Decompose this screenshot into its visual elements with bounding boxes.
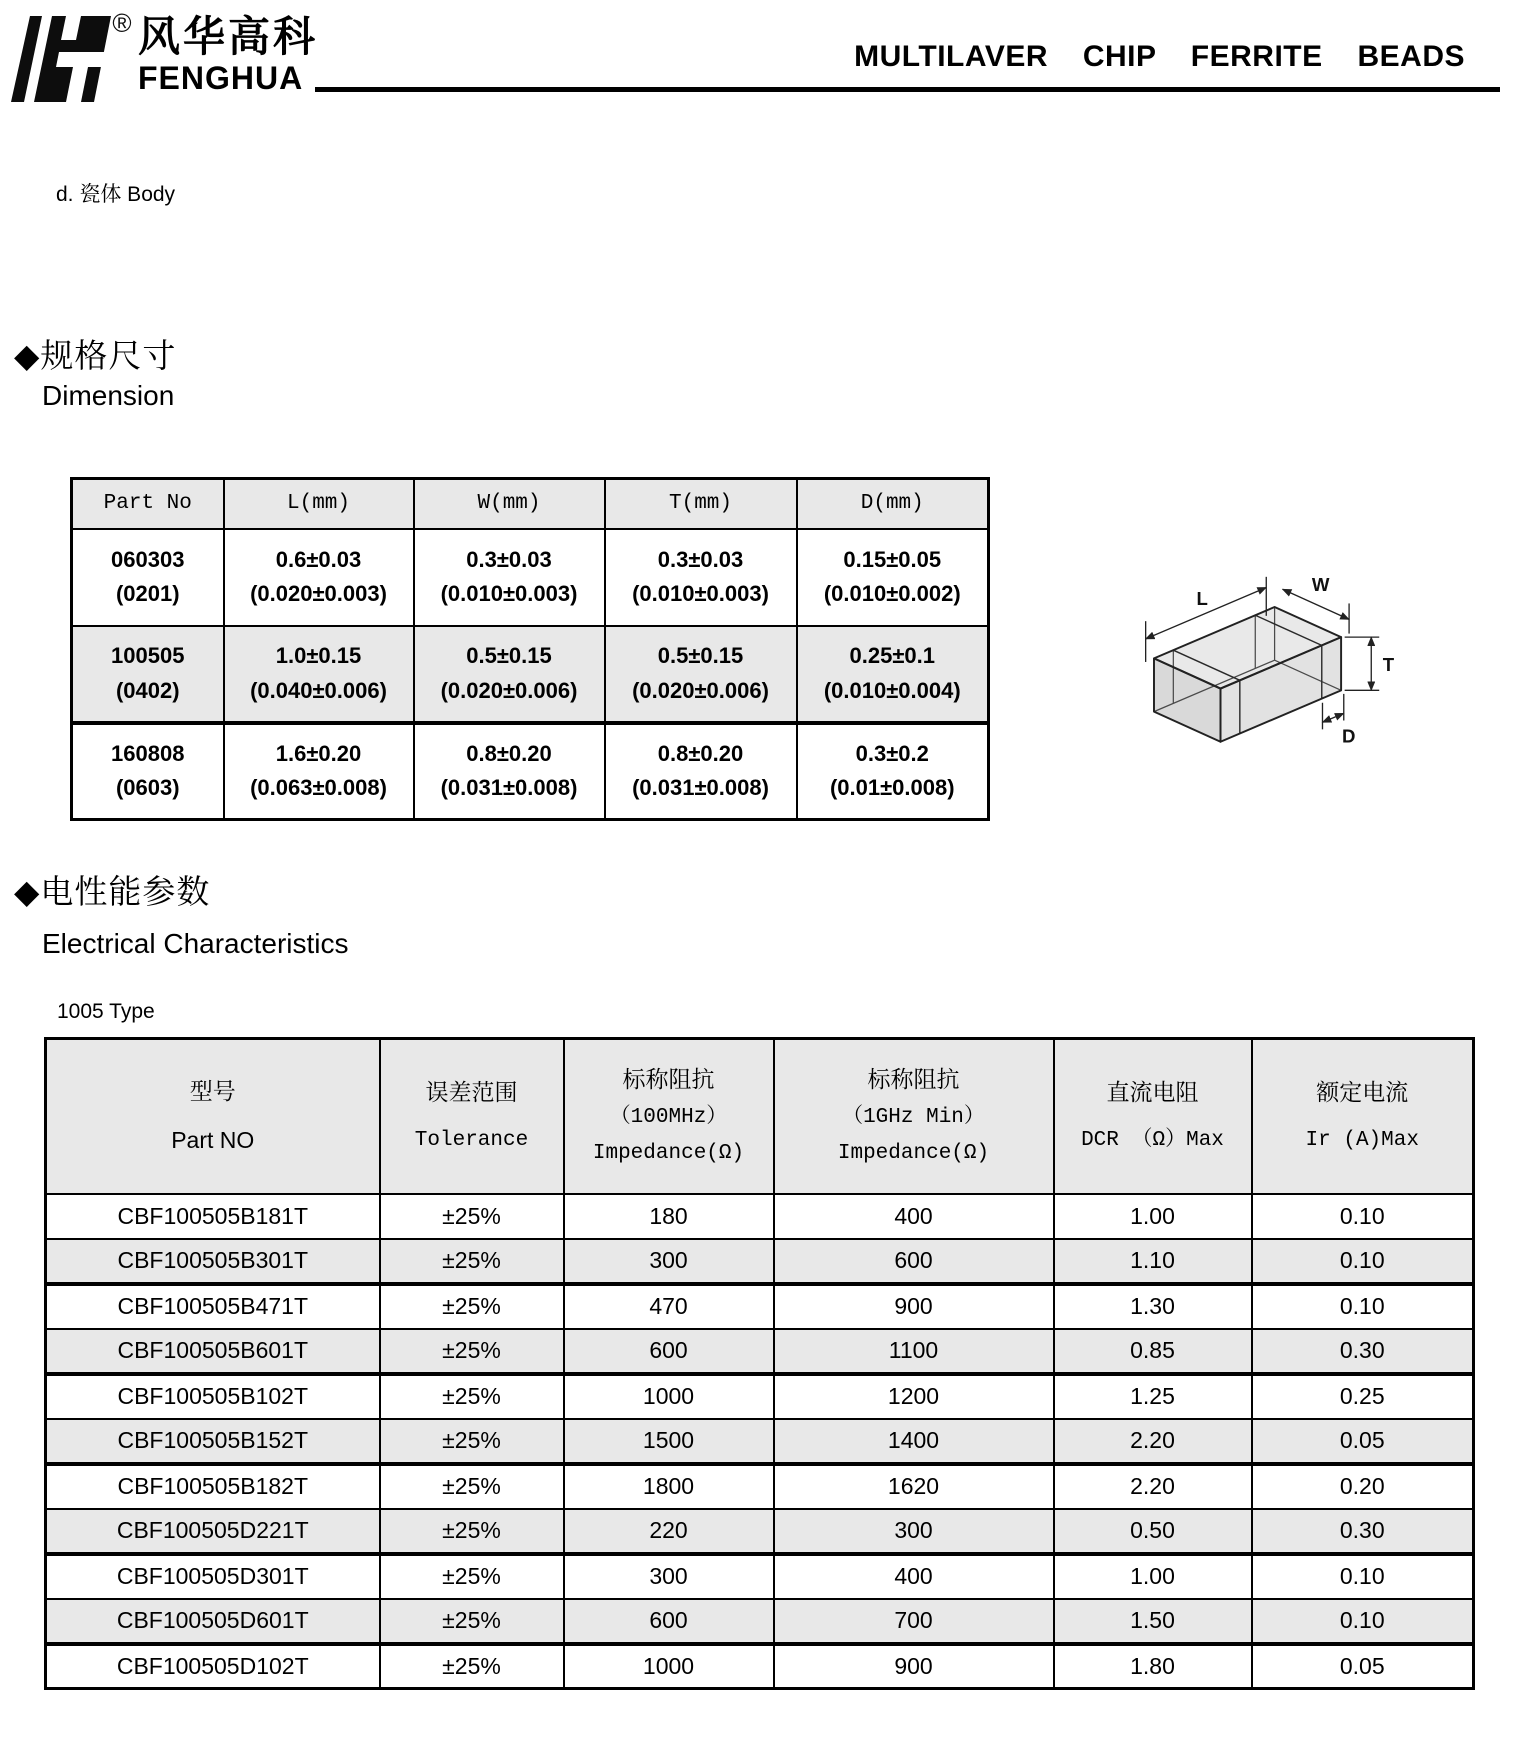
table-cell: CBF100505B601T [46, 1329, 380, 1374]
table-cell: 1.00 [1054, 1554, 1252, 1599]
table-row [46, 1329, 1474, 1374]
table-cell: 0.05 [1252, 1644, 1474, 1689]
table-cell: 600 [564, 1329, 774, 1374]
table-row [46, 1374, 1474, 1419]
page-title: MULTILAVER CHIP FERRITE BEADS [854, 40, 1465, 73]
table-cell: ±25% [380, 1599, 564, 1644]
dimension-heading-cn: ◆规格尺寸 [14, 337, 177, 374]
table-row [46, 1194, 1474, 1239]
table-row [46, 1464, 1474, 1509]
table-cell: 1000 [564, 1644, 774, 1689]
table-cell: 0.30 [1252, 1509, 1474, 1554]
dimension-table [70, 477, 990, 821]
table-cell: 1000 [564, 1374, 774, 1419]
table-cell: 1200 [774, 1374, 1054, 1419]
table-cell: 1.10 [1054, 1239, 1252, 1284]
table-cell: 160808 (0603) [72, 723, 224, 820]
column-header: D(mm) [797, 479, 989, 529]
table-cell: CBF100505B102T [46, 1374, 380, 1419]
table-cell: 1100 [774, 1329, 1054, 1374]
table-cell: 1.25 [1054, 1374, 1252, 1419]
registered-mark: ® [112, 10, 132, 38]
dimension-heading-en: Dimension [42, 380, 175, 411]
table-cell: CBF100505B152T [46, 1419, 380, 1464]
table-row [46, 1554, 1474, 1599]
column-header: T(mm) [605, 479, 797, 529]
table-cell: 1.6±0.20 (0.063±0.008) [224, 723, 414, 820]
body-note: d. 瓷体 Body [56, 183, 176, 206]
table-cell: 100505 (0402) [72, 626, 224, 723]
table-cell: 400 [774, 1554, 1054, 1599]
table-cell: 1.80 [1054, 1644, 1252, 1689]
table-cell: CBF100505B181T [46, 1194, 380, 1239]
table-cell: ±25% [380, 1374, 564, 1419]
chip-dimension-diagram [1125, 552, 1410, 787]
table-cell: 600 [774, 1239, 1054, 1284]
table-cell: 0.3±0.03 (0.010±0.003) [605, 529, 797, 626]
table-cell: CBF100505B471T [46, 1284, 380, 1329]
brand-name-en: FENGHUA [138, 60, 304, 96]
table-cell: 0.05 [1252, 1419, 1474, 1464]
table-cell: 0.5±0.15 (0.020±0.006) [414, 626, 605, 723]
table-cell: 700 [774, 1599, 1054, 1644]
column-header: Part No [72, 479, 224, 529]
table-cell: 0.5±0.15 (0.020±0.006) [605, 626, 797, 723]
table-cell: 0.3±0.2 (0.01±0.008) [797, 723, 989, 820]
table-cell: ±25% [380, 1419, 564, 1464]
table-cell: 2.20 [1054, 1464, 1252, 1509]
table-cell: 0.6±0.03 (0.020±0.003) [224, 529, 414, 626]
electrical-table [44, 1037, 1475, 1690]
column-header: 标称阻抗 （1GHz Min） Impedance(Ω) [774, 1039, 1054, 1194]
table-cell: 2.20 [1054, 1419, 1252, 1464]
table-cell: 0.10 [1252, 1599, 1474, 1644]
table-cell: 220 [564, 1509, 774, 1554]
dim-label-L: L [1196, 588, 1208, 610]
table-cell: 0.8±0.20 (0.031±0.008) [414, 723, 605, 820]
type-label: 1005 Type [57, 1000, 155, 1023]
table-cell: 1800 [564, 1464, 774, 1509]
table-cell: 900 [774, 1644, 1054, 1689]
table-cell: 0.25 [1252, 1374, 1474, 1419]
table-cell: 0.8±0.20 (0.031±0.008) [605, 723, 797, 820]
column-header: 标称阻抗 （100MHz） Impedance(Ω) [564, 1039, 774, 1194]
table-cell: CBF100505D221T [46, 1509, 380, 1554]
table-cell: ±25% [380, 1194, 564, 1239]
table-row [46, 1509, 1474, 1554]
table-cell: 180 [564, 1194, 774, 1239]
table-cell: ±25% [380, 1554, 564, 1599]
column-header: 型号 Part NO [46, 1039, 380, 1194]
brand-name-cn: 风华高科 [138, 13, 319, 60]
table-cell: 0.30 [1252, 1329, 1474, 1374]
table-row [46, 1419, 1474, 1464]
fenghua-logo [10, 10, 138, 106]
table-cell: 1.00 [1054, 1194, 1252, 1239]
table-cell: ±25% [380, 1464, 564, 1509]
column-header: 直流电阻 DCR （Ω）Max [1054, 1039, 1252, 1194]
table-cell: CBF100505D301T [46, 1554, 380, 1599]
table-cell: 400 [774, 1194, 1054, 1239]
table-cell: CBF100505D102T [46, 1644, 380, 1689]
electrical-heading-cn: ◆电性能参数 [14, 873, 211, 910]
table-cell: 1.30 [1054, 1284, 1252, 1329]
table-cell: 300 [564, 1239, 774, 1284]
table-row [46, 1284, 1474, 1329]
column-header: W(mm) [414, 479, 605, 529]
table-cell: 0.10 [1252, 1194, 1474, 1239]
table-cell: ±25% [380, 1239, 564, 1284]
brand-block [138, 13, 319, 96]
column-header: 误差范围 Tolerance [380, 1039, 564, 1194]
table-cell: 900 [774, 1284, 1054, 1329]
table-cell: 0.85 [1054, 1329, 1252, 1374]
table-cell: 0.20 [1252, 1464, 1474, 1509]
table-row [72, 723, 989, 820]
table-cell: ±25% [380, 1509, 564, 1554]
table-cell: 0.50 [1054, 1509, 1252, 1554]
table-cell: 600 [564, 1599, 774, 1644]
table-row [46, 1239, 1474, 1284]
table-cell: ±25% [380, 1284, 564, 1329]
table-cell: 1.50 [1054, 1599, 1252, 1644]
table-cell: ±25% [380, 1329, 564, 1374]
dimension-header-row [72, 479, 989, 529]
table-cell: 0.10 [1252, 1284, 1474, 1329]
table-cell: 300 [774, 1509, 1054, 1554]
table-cell: 300 [564, 1554, 774, 1599]
table-cell: 1620 [774, 1464, 1054, 1509]
table-cell: 0.3±0.03 (0.010±0.003) [414, 529, 605, 626]
table-cell: 1400 [774, 1419, 1054, 1464]
table-cell: 0.25±0.1 (0.010±0.004) [797, 626, 989, 723]
dim-label-W: W [1311, 574, 1330, 596]
table-cell: 060303 (0201) [72, 529, 224, 626]
table-row [46, 1644, 1474, 1689]
electrical-header-row [46, 1039, 1474, 1194]
table-cell: 470 [564, 1284, 774, 1329]
table-cell: 0.10 [1252, 1239, 1474, 1284]
dim-label-T: T [1382, 653, 1395, 675]
table-cell: 0.10 [1252, 1554, 1474, 1599]
table-row [46, 1599, 1474, 1644]
table-cell: CBF100505D601T [46, 1599, 380, 1644]
electrical-heading-en: Electrical Characteristics [42, 928, 349, 959]
table-cell: CBF100505B301T [46, 1239, 380, 1284]
table-row [72, 626, 989, 723]
table-cell: CBF100505B182T [46, 1464, 380, 1509]
header-rule [315, 87, 1500, 92]
table-cell: 1500 [564, 1419, 774, 1464]
table-cell: 0.15±0.05 (0.010±0.002) [797, 529, 989, 626]
table-cell: 1.0±0.15 (0.040±0.006) [224, 626, 414, 723]
dim-label-D: D [1341, 725, 1356, 747]
table-cell: ±25% [380, 1644, 564, 1689]
column-header: L(mm) [224, 479, 414, 529]
column-header: 额定电流 Ir (A)Max [1252, 1039, 1474, 1194]
table-row [72, 529, 989, 626]
